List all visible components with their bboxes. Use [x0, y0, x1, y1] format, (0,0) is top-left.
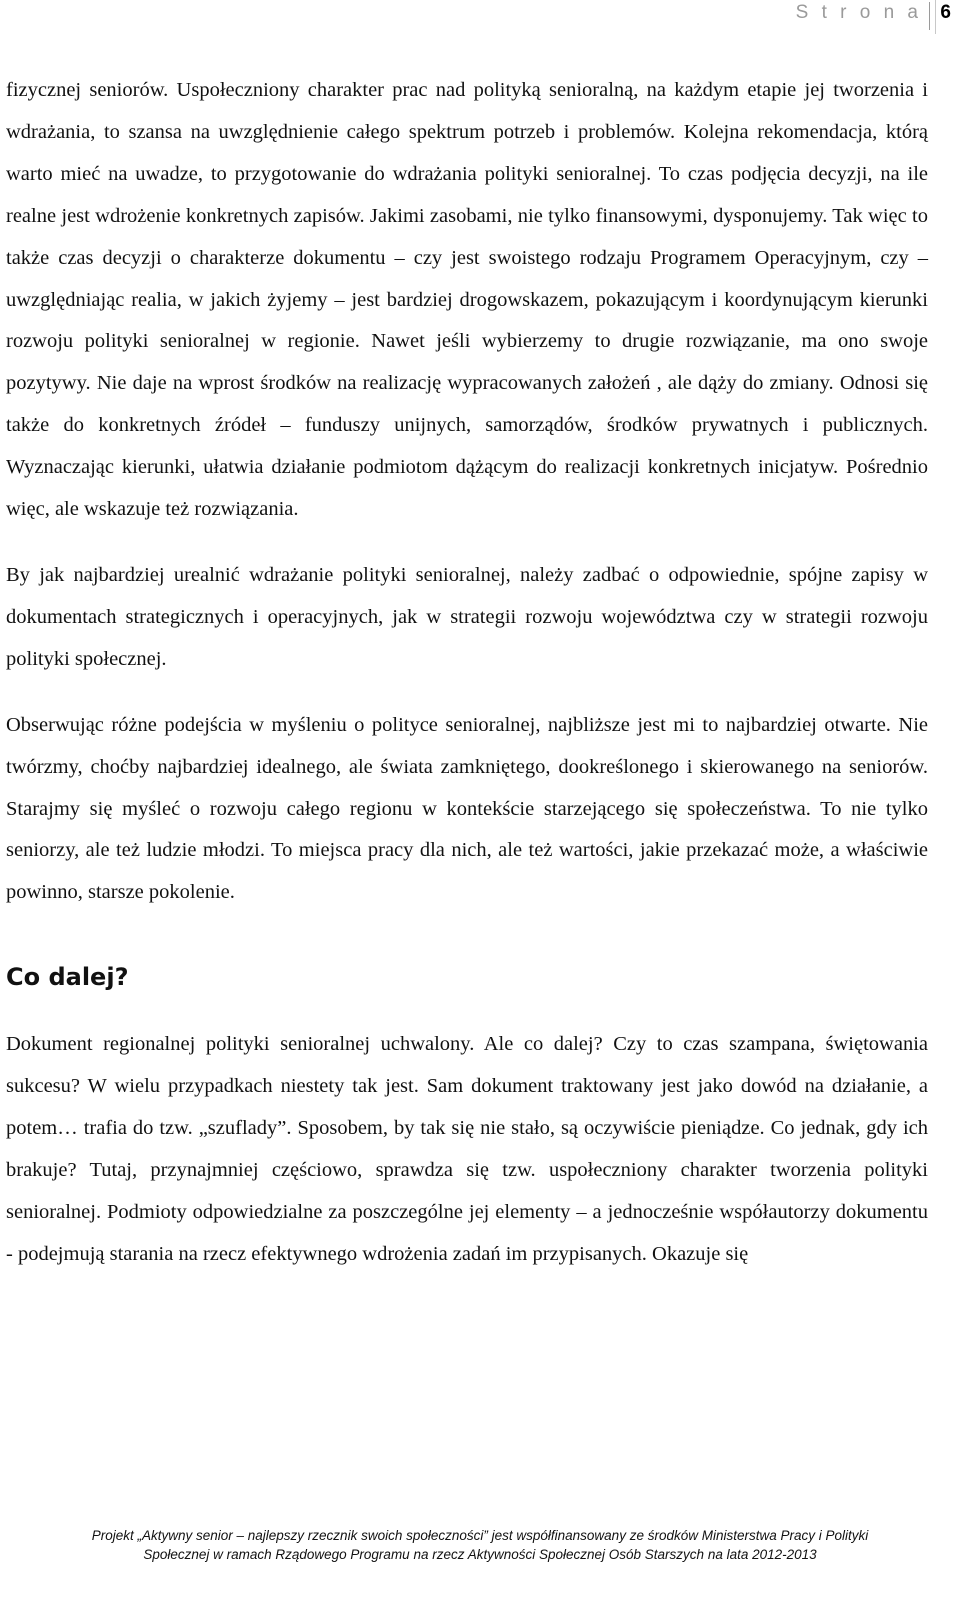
footer-line-2: Społecznej w ramach Rządowego Programu na rzecz Aktywności Społecznej Osób Starszych na lata 2012-2013 — [143, 1547, 817, 1562]
page-footer — [0, 1526, 960, 1564]
footer-line-1: Projekt „Aktywny senior – najlepszy rzecznik swoich społeczności” jest współfinansowany ze środków Ministerstwa Pracy i Polityki — [91, 1528, 869, 1543]
paragraph-4: Dokument regionalnej polityki senioralnej uchwalony. Ale co dalej? Czy to czas szampana, świętowania sukcesu? W wielu przypadkach niestety tak jest. Sam dokument traktowany jest jako dowód na działanie, a potem… trafia do tzw. „szuflady”. Sposobem, by tak się nie stało, są oczywiście pieniądze. Co jednak, gdy ich brakuje? Tutaj, przynajmniej częściowo, sprawdza się tzw. uspołeczniony charakter tworzenia polityki senioralnej. Podmioty odpowiedzialne za poszczególne jej elementy – a jednocześnie współautorzy dokumentu - podejmują starania na rzecz efektywnego wdrożenia zadań im przypisanych. Okazuje się — [6, 1033, 928, 1265]
paragraph-spacer — [6, 531, 928, 555]
paragraph-3: Obserwując różne podejścia w myśleniu o polityce senioralnej, najbliższe jest mi to najbardziej otwarte. Nie twórzmy, choćby najbardziej idealnego, ale świata zamkniętego, dookreślonego i skierowanego na seniorów. Starajmy się myśleć o rozwoju całego regionu w kontekście starzejącego się społeczeństwa. To nie tylko seniorzy, ale też ludzie młodzi. To miejsca pracy dla nich, ale też wartości, jakie przekazać może, a właściwie powinno, starsze pokolenie. — [6, 713, 928, 904]
page-label: S t r o n a — [795, 2, 922, 23]
paragraph-2: By jak najbardziej urealnić wdrażanie polityki senioralnej, należy zadbać o odpowiednie, spójne zapisy w dokumentach strategicznych i operacyjnych, jak w strategii rozwoju województwa czy w strategii rozwoju polityki społecznej. — [6, 563, 928, 670]
header-vertical-rule — [935, 0, 936, 34]
header-separator — [929, 2, 930, 30]
paragraph-1: fizycznej seniorów. Uspołeczniony charakter prac nad polityką senioralną, na każdym etapie jej tworzenia i wdrażania, to szansa na uwzględnienie całego spektrum potrzeb i problemów. Kolejna rekomendacja, którą warto mieć na uwadze, to przygotowanie do wdrażania polityki senioralnej. To czas podjęcia decyzji, na ile realne jest wdrożenie konkretnych zapisów. Jakimi zasobami, nie tylko finansowymi, dysponujemy. Tak więc to także czas decyzji o charakterze dokumentu – czy jest swoistego rodzaju Programem Operacyjnym, czy – uwzględniając realia, w jakich żyjemy – jest bardziej drogowskazem, pokazującym i koordynującym kierunki rozwoju polityki senioralnej w regionie. Nawet jeśli wybierzemy to drugie rozwiązanie, ma ono swoje pozytywy. Nie daje na wprost środków na realizację wypracowanych założeń , ale dąży do zmiany. Odnosi się także do konkretnych źródeł – funduszy unijnych, samorządów, środków prywatnych i publicznych. Wyznaczając kierunki, ułatwia działanie podmiotom dążącym do realizacji konkretnych inicjatyw. Pośrednio więc, ale wskazuje też rozwiązania. — [6, 79, 928, 521]
page-header — [0, 0, 960, 32]
page-number: 6 — [940, 2, 951, 23]
paragraph-spacer — [6, 681, 928, 705]
document-body — [6, 70, 928, 1276]
section-heading: Co dalej? — [6, 963, 129, 992]
